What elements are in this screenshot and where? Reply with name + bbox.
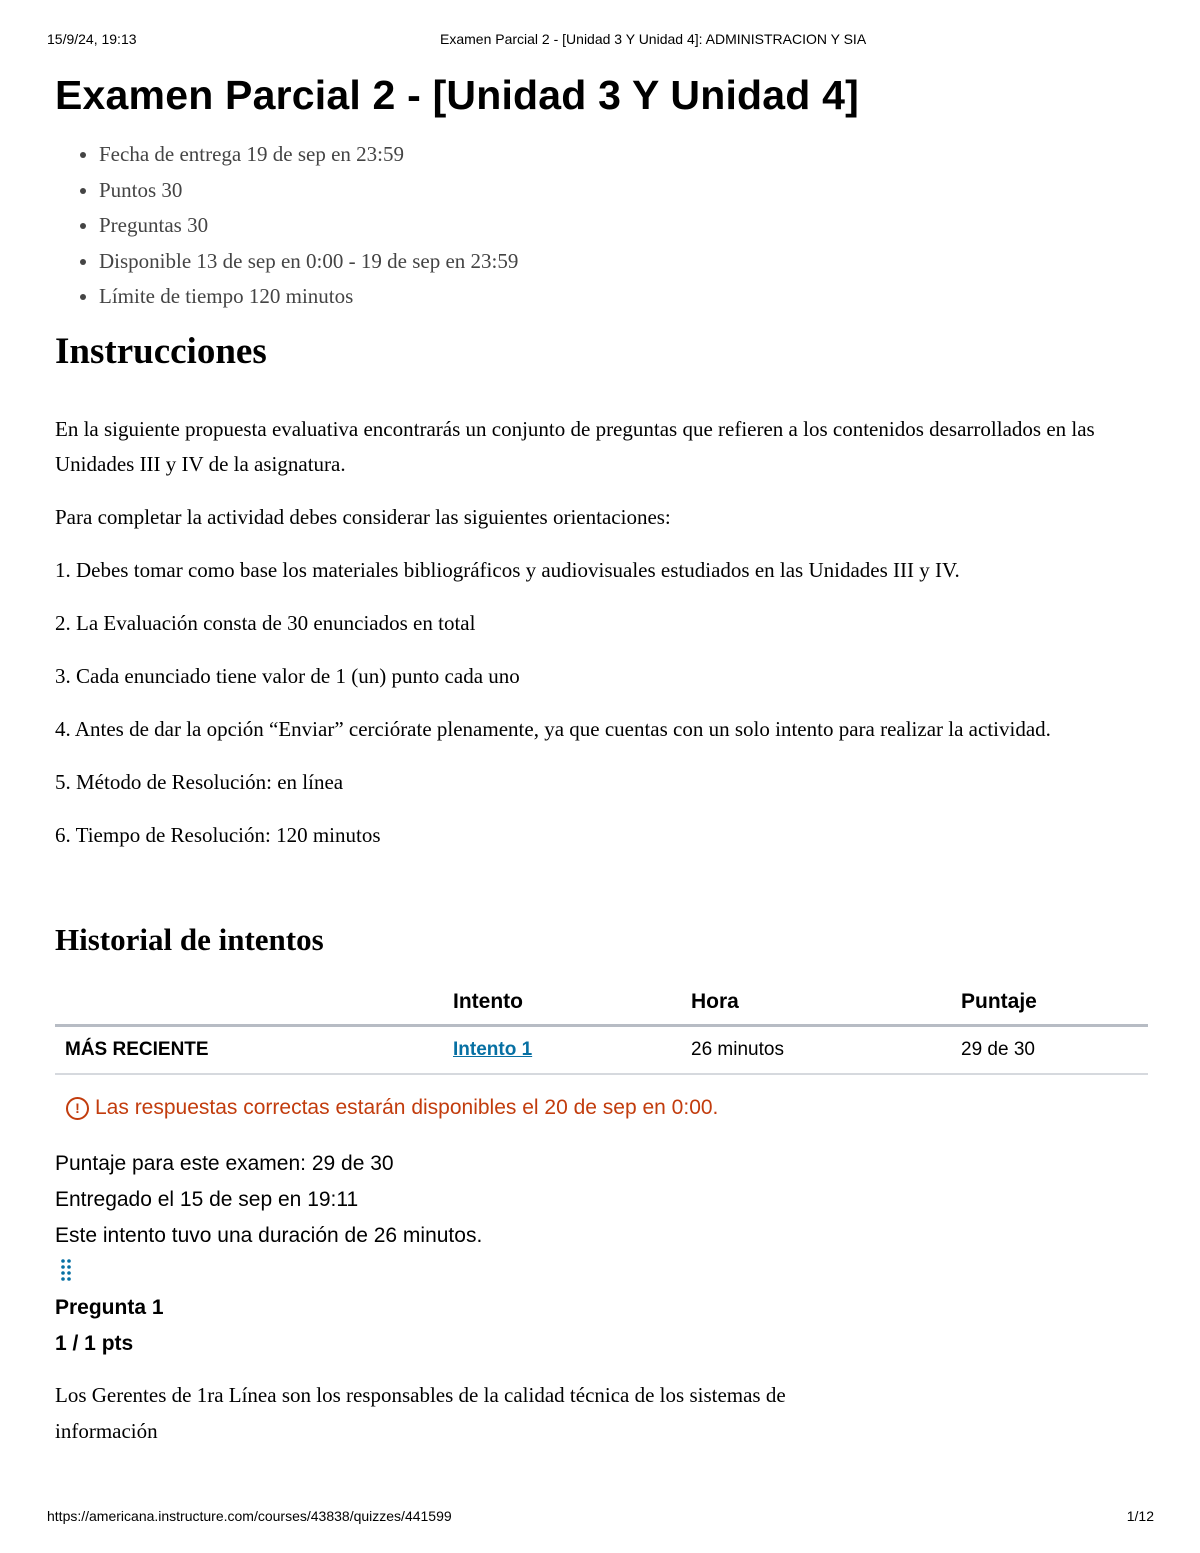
question-header: [55, 1290, 164, 1362]
drag-handle-icon[interactable]: [60, 1258, 72, 1282]
print-page-number: 1/12: [1126, 1508, 1154, 1524]
instructions-paragraph: 2. La Evaluación consta de 30 enunciados en total: [55, 611, 476, 635]
question-text: Los Gerentes de 1ra Línea son los responsables de la calidad técnica de los sistemas de información: [55, 1383, 786, 1443]
quiz-details-list: [55, 137, 518, 315]
info-icon: !: [66, 1097, 89, 1120]
instructions-heading: Instrucciones: [55, 331, 267, 372]
instructions-paragraph: 4. Antes de dar la opción “Enviar” cerciórate plenamente, ya que cuentas con un solo intento para realizar la actividad.: [55, 717, 1051, 741]
print-date: 15/9/24, 19:13: [47, 31, 137, 47]
attempt-cell: [443, 1026, 681, 1075]
question-points: 1 / 1 pts: [55, 1332, 134, 1355]
summary-score: Puntaje para este examen: 29 de 30: [55, 1152, 394, 1175]
question-title: Pregunta 1: [55, 1296, 164, 1319]
column-header-score: Puntaje: [961, 990, 1037, 1013]
instructions-paragraph: Para completar la actividad debes considerar las siguientes orientaciones:: [55, 505, 671, 529]
detail-due-date: • Fecha de entrega 19 de sep en 23:59: [99, 137, 518, 173]
print-title: Examen Parcial 2 - [Unidad 3 Y Unidad 4]: ADMINISTRACION Y SIA: [440, 31, 867, 47]
attempt-time: 26 minutos: [691, 1039, 784, 1060]
column-header-attempt: Intento: [453, 990, 523, 1013]
summary-duration: Este intento tuvo una duración de 26 minutos.: [55, 1224, 483, 1247]
table-row: [55, 1026, 1148, 1075]
detail-questions: • Preguntas 30: [99, 208, 518, 244]
attempt-history-table: [55, 980, 1148, 1075]
history-heading: Historial de intentos: [55, 922, 324, 957]
table-header-row: [55, 980, 1148, 1026]
instructions-paragraph: 3. Cada enunciado tiene valor de 1 (un) punto cada uno: [55, 664, 520, 688]
attempt-summary: [55, 1146, 482, 1254]
notice-text: Las respuestas correctas estarán disponibles el 20 de sep en 0:00.: [95, 1096, 719, 1119]
column-header-time: Hora: [691, 990, 739, 1013]
correct-answers-notice: [66, 1096, 718, 1120]
summary-submitted: Entregado el 15 de sep en 19:11: [55, 1188, 359, 1211]
attempt-score: 29 de 30: [961, 1039, 1035, 1060]
detail-available: • Disponible 13 de sep en 0:00 - 19 de sep en 23:59: [99, 244, 518, 280]
instructions-paragraph: En la siguiente propuesta evaluativa encontrarás un conjunto de preguntas que refieren a los contenidos desarrollados en las Unidades III y IV de la asignatura.: [55, 417, 1095, 476]
column-header-label: [55, 980, 443, 1026]
instructions-body: [55, 412, 1115, 871]
instructions-paragraph: 1. Debes tomar como base los materiales bibliográficos y audiovisuales estudiados en las Unidades III y IV.: [55, 558, 960, 582]
detail-points: • Puntos 30: [99, 173, 518, 209]
page-title: Examen Parcial 2 - [Unidad 3 Y Unidad 4]: [55, 72, 859, 118]
instructions-paragraph: 6. Tiempo de Resolución: 120 minutos: [55, 823, 381, 847]
attempt-link[interactable]: Intento 1: [453, 1039, 533, 1060]
most-recent-label: MÁS RECIENTE: [65, 1039, 209, 1060]
print-url: https://americana.instructure.com/courses/43838/quizzes/441599: [47, 1508, 452, 1524]
detail-time-limit: • Límite de tiempo 120 minutos: [99, 279, 518, 315]
instructions-paragraph: 5. Método de Resolución: en línea: [55, 770, 344, 794]
